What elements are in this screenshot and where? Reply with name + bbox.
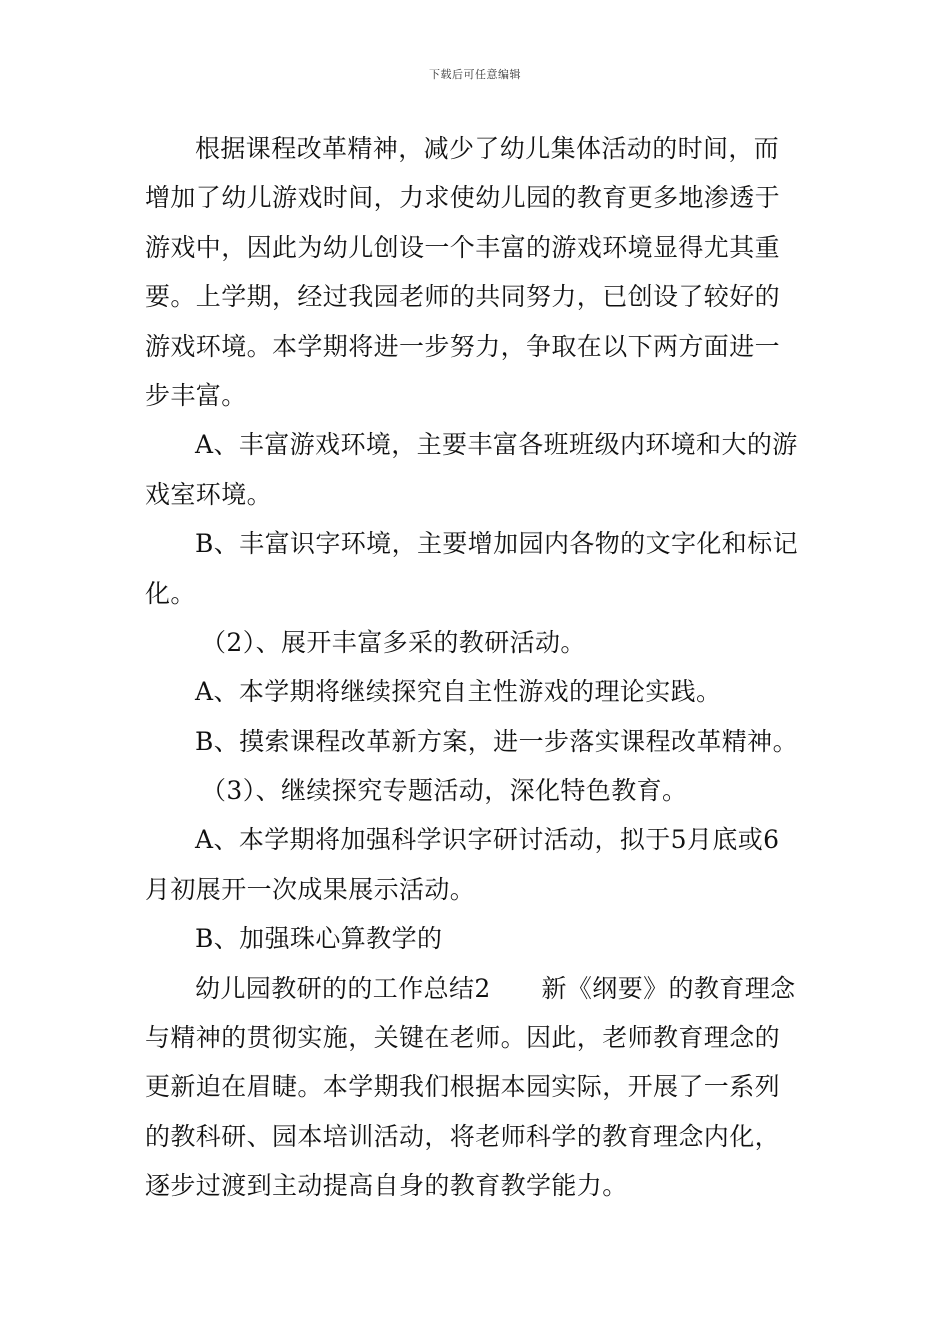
- paragraph-line: 更新迫在眉睫。本学期我们根据本园实际，开展了一系列: [145, 1072, 781, 1102]
- paragraph-line: A、本学期将继续探究自主性游戏的理论实践。: [195, 677, 722, 707]
- paragraph-line: 增加了幼儿游戏时间，力求使幼儿园的教育更多地渗透于: [145, 183, 781, 213]
- page-header-note: 下载后可任意编辑: [429, 68, 521, 81]
- paragraph-line: A、本学期将加强科学识字研讨活动，拟于5月底或6: [195, 825, 780, 855]
- paragraph-line: 步丰富。: [145, 380, 247, 410]
- paragraph-line: A、丰富游戏环境，主要丰富各班班级内环境和大的游: [195, 430, 798, 460]
- paragraph-line: 游戏环境。本学期将进一步努力，争取在以下两方面进一: [145, 331, 781, 361]
- paragraph-line: 逐步过渡到主动提高自身的教育教学能力。: [145, 1171, 628, 1201]
- paragraph-line: 月初展开一次成果展示活动。: [145, 874, 476, 904]
- section-heading-line: （2）、展开丰富多采的教研活动。: [201, 627, 586, 657]
- paragraph-line: 与精神的贯彻实施，关键在老师。因此，老师教育理念的: [145, 1023, 781, 1053]
- paragraph-line: 化。: [145, 578, 196, 608]
- paragraph-line: 根据课程改革精神，减少了幼儿集体活动的时间，而: [195, 134, 780, 163]
- paragraph-line: 要。上学期，经过我园老师的共同努力，已创设了较好的: [145, 282, 781, 312]
- paragraph-line: 戏室环境。: [145, 479, 273, 509]
- paragraph-line: 的教科研、园本培训活动，将老师科学的教育理念内化，: [145, 1121, 781, 1151]
- section-heading-line: （3）、继续探究专题活动，深化特色教育。: [201, 776, 688, 806]
- document-body: [145, 124, 811, 1211]
- paragraph-line: 游戏中，因此为幼儿创设一个丰富的游戏环境显得尤其重: [145, 232, 781, 262]
- paragraph-line: 幼儿园教研的的工作总结2 新《纲要》的教育理念: [195, 973, 796, 1003]
- paragraph-line: B、丰富识字环境，主要增加园内各物的文字化和标记: [195, 529, 798, 559]
- paragraph-line: B、加强珠心算教学的: [195, 924, 443, 954]
- paragraph-line: B、摸索课程改革新方案，进一步落实课程改革精神。: [195, 726, 798, 756]
